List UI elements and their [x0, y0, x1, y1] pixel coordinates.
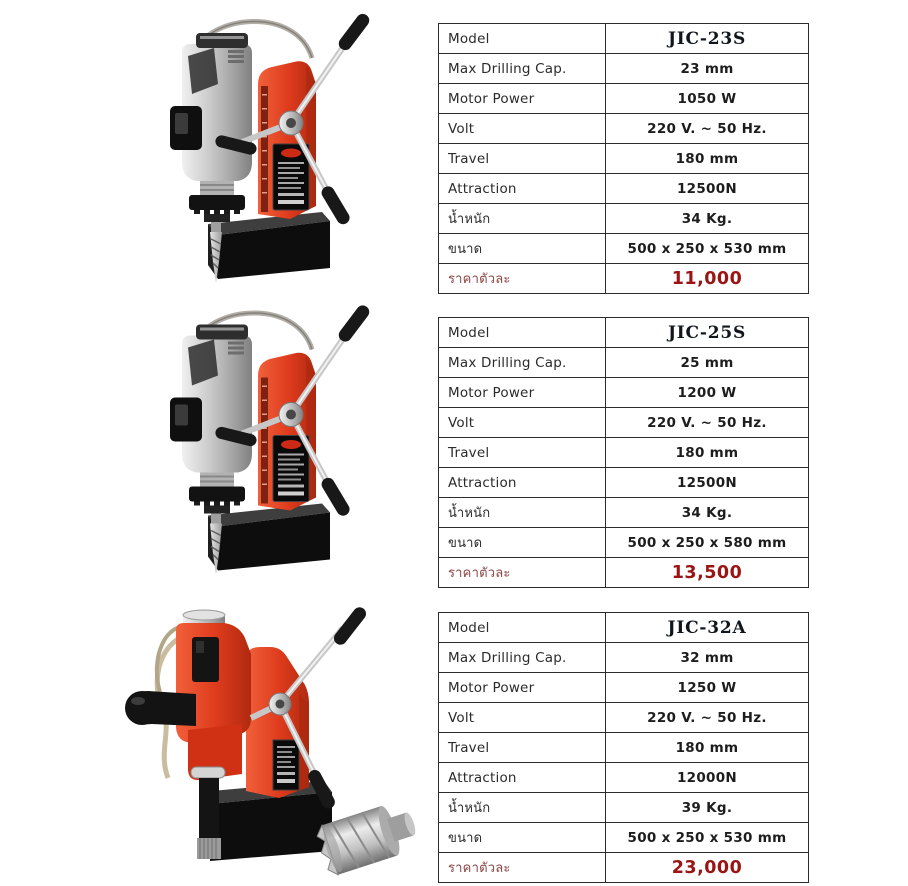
- spec-value-motor-power: 1200 W: [606, 378, 809, 408]
- spec-label-price: ราคาตัวละ: [439, 558, 606, 588]
- spec-value-max-drilling-cap: 32 mm: [606, 643, 809, 673]
- spec-label-weight: น้ำหนัก: [439, 498, 606, 528]
- spec-row-model: [439, 24, 809, 54]
- spec-row-price: [439, 558, 809, 588]
- spec-label-size: ขนาด: [439, 823, 606, 853]
- spec-table-jic-23s: [438, 23, 809, 294]
- spec-value-attraction: 12500N: [606, 174, 809, 204]
- spec-row-weight: [439, 204, 809, 234]
- spec-value-size: 500 x 250 x 530 mm: [606, 234, 809, 264]
- spec-row-travel: [439, 438, 809, 468]
- spec-value-weight: 34 Kg.: [606, 498, 809, 528]
- spec-value-travel: 180 mm: [606, 438, 809, 468]
- spec-value-model: JIC-25S: [606, 318, 809, 348]
- spec-table-jic-32a: [438, 612, 809, 883]
- spec-label-motor-power: Motor Power: [439, 84, 606, 114]
- product-photo-jic-32a: [100, 602, 438, 882]
- magnetic-drill-illustration: [158, 302, 398, 580]
- spec-label-max-drilling-cap: Max Drilling Cap.: [439, 348, 606, 378]
- spec-label-attraction: Attraction: [439, 468, 606, 498]
- spec-value-attraction: 12500N: [606, 468, 809, 498]
- spec-label-motor-power: Motor Power: [439, 378, 606, 408]
- spec-row-volt: [439, 703, 809, 733]
- spec-row-weight: [439, 498, 809, 528]
- spec-label-model: Model: [439, 318, 606, 348]
- spec-row-motor-power: [439, 378, 809, 408]
- spec-label-volt: Volt: [439, 408, 606, 438]
- spec-value-travel: 180 mm: [606, 144, 809, 174]
- spec-row-max-drilling-cap: [439, 54, 809, 84]
- spec-value-model: JIC-32A: [606, 613, 809, 643]
- spec-label-weight: น้ำหนัก: [439, 204, 606, 234]
- spec-value-weight: 34 Kg.: [606, 204, 809, 234]
- spec-value-volt: 220 V. ~ 50 Hz.: [606, 114, 809, 144]
- spec-label-travel: Travel: [439, 438, 606, 468]
- spec-row-motor-power: [439, 84, 809, 114]
- spec-label-motor-power: Motor Power: [439, 673, 606, 703]
- spec-row-attraction: [439, 468, 809, 498]
- spec-value-price: 11,000: [606, 264, 809, 294]
- spec-value-model: JIC-23S: [606, 24, 809, 54]
- spec-row-travel: [439, 733, 809, 763]
- spec-value-size: 500 x 250 x 580 mm: [606, 528, 809, 558]
- spec-label-attraction: Attraction: [439, 763, 606, 793]
- spec-row-size: [439, 234, 809, 264]
- spec-value-price: 13,500: [606, 558, 809, 588]
- spec-label-max-drilling-cap: Max Drilling Cap.: [439, 643, 606, 673]
- spec-row-model: [439, 613, 809, 643]
- spec-value-motor-power: 1050 W: [606, 84, 809, 114]
- spec-label-volt: Volt: [439, 703, 606, 733]
- spec-value-size: 500 x 250 x 530 mm: [606, 823, 809, 853]
- spec-value-weight: 39 Kg.: [606, 793, 809, 823]
- spec-row-attraction: [439, 763, 809, 793]
- spec-row-size: [439, 528, 809, 558]
- spec-label-attraction: Attraction: [439, 174, 606, 204]
- spec-table-jic-25s: [438, 317, 809, 588]
- spec-row-price: [439, 264, 809, 294]
- magnetic-drill-illustration: [158, 12, 398, 287]
- spec-label-model: Model: [439, 24, 606, 54]
- spec-label-price: ราคาตัวละ: [439, 853, 606, 883]
- spec-label-size: ขนาด: [439, 234, 606, 264]
- spec-row-size: [439, 823, 809, 853]
- magnetic-drill-with-annular-cutter-illustration: [100, 602, 438, 882]
- spec-row-volt: [439, 408, 809, 438]
- spec-row-volt: [439, 114, 809, 144]
- spec-value-volt: 220 V. ~ 50 Hz.: [606, 408, 809, 438]
- spec-label-travel: Travel: [439, 733, 606, 763]
- spec-label-weight: น้ำหนัก: [439, 793, 606, 823]
- spec-label-price: ราคาตัวละ: [439, 264, 606, 294]
- product-photo-jic-23s: [158, 12, 398, 287]
- spec-row-price: [439, 853, 809, 883]
- spec-value-motor-power: 1250 W: [606, 673, 809, 703]
- spec-row-weight: [439, 793, 809, 823]
- spec-value-max-drilling-cap: 23 mm: [606, 54, 809, 84]
- spec-value-max-drilling-cap: 25 mm: [606, 348, 809, 378]
- spec-label-max-drilling-cap: Max Drilling Cap.: [439, 54, 606, 84]
- spec-label-model: Model: [439, 613, 606, 643]
- spec-label-volt: Volt: [439, 114, 606, 144]
- spec-label-travel: Travel: [439, 144, 606, 174]
- spec-value-price: 23,000: [606, 853, 809, 883]
- spec-row-motor-power: [439, 673, 809, 703]
- spec-row-attraction: [439, 174, 809, 204]
- spec-row-travel: [439, 144, 809, 174]
- spec-row-max-drilling-cap: [439, 348, 809, 378]
- product-photo-jic-25s: [158, 302, 398, 580]
- spec-value-volt: 220 V. ~ 50 Hz.: [606, 703, 809, 733]
- spec-label-size: ขนาด: [439, 528, 606, 558]
- spec-row-model: [439, 318, 809, 348]
- spec-value-attraction: 12000N: [606, 763, 809, 793]
- spec-value-travel: 180 mm: [606, 733, 809, 763]
- spec-row-max-drilling-cap: [439, 643, 809, 673]
